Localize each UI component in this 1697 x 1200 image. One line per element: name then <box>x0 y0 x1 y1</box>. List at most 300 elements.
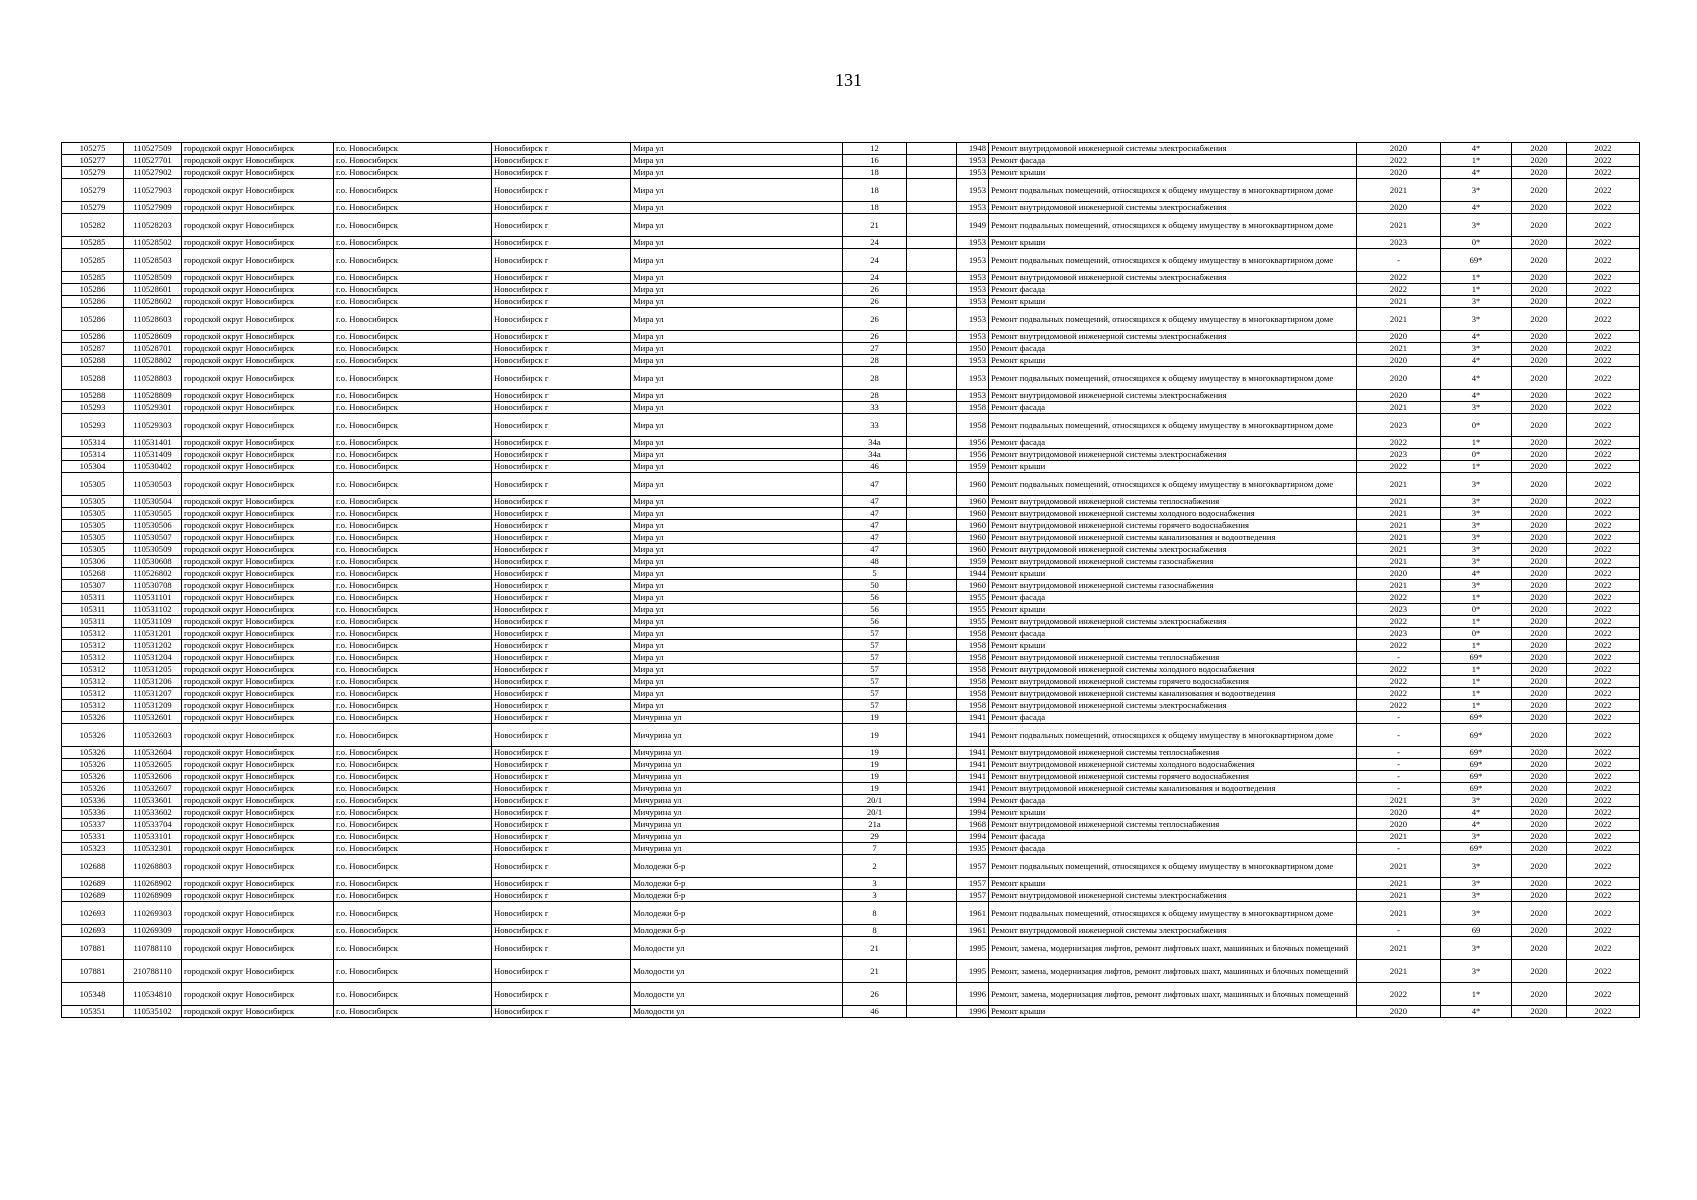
cell-building <box>907 1006 957 1018</box>
cell-house-id: 105293 <box>62 402 124 414</box>
cell-work-type: Ремонт подвальных помещений, относящихся к общему имуществу в многоквартирном доме <box>989 179 1357 202</box>
cell-district: г.о. Новосибирск <box>334 496 492 508</box>
cell-start-year: 2020 <box>1512 331 1567 343</box>
cell-end-year: 2022 <box>1567 878 1640 890</box>
table-row <box>62 640 1640 652</box>
cell-house-id: 105326 <box>62 771 124 783</box>
cell-settlement: Новосибирск г <box>492 688 631 700</box>
cell-settlement: Новосибирск г <box>492 202 631 214</box>
cell-building <box>907 461 957 473</box>
cell-year-built: 1994 <box>957 807 989 819</box>
cell-end-year: 2022 <box>1567 143 1640 155</box>
cell-district: г.о. Новосибирск <box>334 556 492 568</box>
cell-plan-year: 2020 <box>1357 355 1441 367</box>
cell-district: г.о. Новосибирск <box>334 878 492 890</box>
cell-end-year: 2022 <box>1567 214 1640 237</box>
cell-district: г.о. Новосибирск <box>334 214 492 237</box>
cell-settlement: Новосибирск г <box>492 783 631 795</box>
table-row <box>62 284 1640 296</box>
cell-house-number: 26 <box>843 308 907 331</box>
cell-work-id: 110535102 <box>124 1006 182 1018</box>
cell-deviation: 3* <box>1441 855 1512 878</box>
cell-street: Мира ул <box>631 402 843 414</box>
cell-municipality: городской округ Новосибирск <box>182 556 334 568</box>
cell-deviation: 3* <box>1441 473 1512 496</box>
cell-house-id: 105293 <box>62 414 124 437</box>
cell-deviation: 4* <box>1441 1006 1512 1018</box>
cell-building <box>907 592 957 604</box>
cell-building <box>907 296 957 308</box>
cell-year-built: 1955 <box>957 604 989 616</box>
cell-house-number: 19 <box>843 724 907 747</box>
cell-house-id: 105351 <box>62 1006 124 1018</box>
cell-house-id: 107881 <box>62 960 124 983</box>
cell-district: г.о. Новосибирск <box>334 532 492 544</box>
table-row <box>62 449 1640 461</box>
cell-plan-year: 2021 <box>1357 508 1441 520</box>
cell-district: г.о. Новосибирск <box>334 604 492 616</box>
cell-municipality: городской округ Новосибирск <box>182 771 334 783</box>
cell-settlement: Новосибирск г <box>492 449 631 461</box>
cell-work-type: Ремонт внутридомовой инженерной системы горячего водоснабжения <box>989 676 1357 688</box>
cell-work-id: 110528601 <box>124 284 182 296</box>
cell-year-built: 1994 <box>957 795 989 807</box>
cell-street: Мира ул <box>631 532 843 544</box>
cell-settlement: Новосибирск г <box>492 843 631 855</box>
cell-building <box>907 202 957 214</box>
cell-deviation: 1* <box>1441 688 1512 700</box>
cell-start-year: 2020 <box>1512 616 1567 628</box>
cell-plan-year: 2020 <box>1357 167 1441 179</box>
cell-start-year: 2020 <box>1512 700 1567 712</box>
cell-deviation: 69* <box>1441 249 1512 272</box>
cell-house-number: 19 <box>843 771 907 783</box>
table-row <box>62 414 1640 437</box>
cell-house-number: 12 <box>843 143 907 155</box>
cell-house-number: 33 <box>843 414 907 437</box>
cell-street: Мира ул <box>631 249 843 272</box>
cell-house-number: 2 <box>843 855 907 878</box>
cell-municipality: городской округ Новосибирск <box>182 1006 334 1018</box>
cell-district: г.о. Новосибирск <box>334 902 492 925</box>
cell-municipality: городской округ Новосибирск <box>182 616 334 628</box>
cell-district: г.о. Новосибирск <box>334 843 492 855</box>
cell-deviation: 3* <box>1441 520 1512 532</box>
cell-year-built: 1956 <box>957 449 989 461</box>
table-row <box>62 819 1640 831</box>
cell-plan-year: 2021 <box>1357 296 1441 308</box>
cell-settlement: Новосибирск г <box>492 983 631 1006</box>
cell-start-year: 2020 <box>1512 296 1567 308</box>
cell-work-id: 110530506 <box>124 520 182 532</box>
cell-end-year: 2022 <box>1567 902 1640 925</box>
cell-plan-year: 2021 <box>1357 520 1441 532</box>
cell-year-built: 1950 <box>957 343 989 355</box>
cell-start-year: 2020 <box>1512 1006 1567 1018</box>
cell-year-built: 1953 <box>957 167 989 179</box>
cell-end-year: 2022 <box>1567 960 1640 983</box>
cell-street: Мира ул <box>631 473 843 496</box>
cell-street: Мира ул <box>631 437 843 449</box>
cell-house-id: 105305 <box>62 496 124 508</box>
cell-house-number: 24 <box>843 237 907 249</box>
table-row <box>62 402 1640 414</box>
cell-settlement: Новосибирск г <box>492 556 631 568</box>
cell-house-number: 47 <box>843 508 907 520</box>
cell-street: Мичурина ул <box>631 807 843 819</box>
cell-work-id: 110530503 <box>124 473 182 496</box>
cell-year-built: 1935 <box>957 843 989 855</box>
cell-work-id: 110533601 <box>124 795 182 807</box>
cell-start-year: 2020 <box>1512 783 1567 795</box>
cell-municipality: городской округ Новосибирск <box>182 508 334 520</box>
cell-plan-year: - <box>1357 652 1441 664</box>
cell-street: Мира ул <box>631 652 843 664</box>
cell-deviation: 3* <box>1441 556 1512 568</box>
cell-district: г.о. Новосибирск <box>334 473 492 496</box>
cell-start-year: 2020 <box>1512 831 1567 843</box>
cell-plan-year: 2020 <box>1357 568 1441 580</box>
cell-year-built: 1953 <box>957 308 989 331</box>
cell-start-year: 2020 <box>1512 724 1567 747</box>
cell-work-type: Ремонт подвальных помещений, относящихся к общему имуществу в многоквартирном доме <box>989 724 1357 747</box>
cell-plan-year: 2021 <box>1357 544 1441 556</box>
cell-district: г.о. Новосибирск <box>334 592 492 604</box>
cell-end-year: 2022 <box>1567 367 1640 390</box>
cell-work-id: 110533704 <box>124 819 182 831</box>
cell-plan-year: - <box>1357 771 1441 783</box>
cell-plan-year: 2022 <box>1357 983 1441 1006</box>
cell-work-id: 110532607 <box>124 783 182 795</box>
cell-plan-year: - <box>1357 783 1441 795</box>
cell-district: г.о. Новосибирск <box>334 652 492 664</box>
cell-deviation: 4* <box>1441 819 1512 831</box>
cell-house-id: 105268 <box>62 568 124 580</box>
cell-year-built: 1957 <box>957 890 989 902</box>
table-row <box>62 296 1640 308</box>
cell-work-type: Ремонт внутридомовой инженерной системы электроснабжения <box>989 331 1357 343</box>
cell-end-year: 2022 <box>1567 771 1640 783</box>
cell-year-built: 1953 <box>957 355 989 367</box>
cell-district: г.о. Новосибирск <box>334 855 492 878</box>
cell-year-built: 1961 <box>957 902 989 925</box>
cell-plan-year: 2021 <box>1357 308 1441 331</box>
cell-settlement: Новосибирск г <box>492 568 631 580</box>
cell-district: г.о. Новосибирск <box>334 759 492 771</box>
cell-municipality: городской округ Новосибирск <box>182 664 334 676</box>
cell-house-number: 8 <box>843 925 907 937</box>
cell-end-year: 2022 <box>1567 831 1640 843</box>
cell-deviation: 0* <box>1441 237 1512 249</box>
cell-year-built: 1955 <box>957 616 989 628</box>
cell-year-built: 1958 <box>957 628 989 640</box>
table-row <box>62 580 1640 592</box>
cell-district: г.о. Новосибирск <box>334 367 492 390</box>
cell-settlement: Новосибирск г <box>492 496 631 508</box>
cell-municipality: городской округ Новосибирск <box>182 308 334 331</box>
cell-street: Мира ул <box>631 568 843 580</box>
cell-deviation: 3* <box>1441 508 1512 520</box>
cell-work-type: Ремонт, замена, модернизация лифтов, ремонт лифтовых шахт, машинных и блочных помещений <box>989 937 1357 960</box>
cell-building <box>907 155 957 167</box>
table-row <box>62 783 1640 795</box>
cell-street: Мира ул <box>631 237 843 249</box>
cell-deviation: 3* <box>1441 214 1512 237</box>
cell-municipality: городской округ Новосибирск <box>182 878 334 890</box>
cell-district: г.о. Новосибирск <box>334 331 492 343</box>
cell-year-built: 1960 <box>957 544 989 556</box>
cell-year-built: 1958 <box>957 688 989 700</box>
cell-settlement: Новосибирск г <box>492 214 631 237</box>
cell-house-id: 105287 <box>62 343 124 355</box>
cell-start-year: 2020 <box>1512 437 1567 449</box>
cell-street: Мира ул <box>631 272 843 284</box>
cell-building <box>907 890 957 902</box>
cell-house-id: 105305 <box>62 473 124 496</box>
cell-deviation: 3* <box>1441 308 1512 331</box>
cell-building <box>907 544 957 556</box>
cell-building <box>907 343 957 355</box>
cell-house-number: 57 <box>843 640 907 652</box>
cell-year-built: 1953 <box>957 202 989 214</box>
cell-work-id: 110532301 <box>124 843 182 855</box>
cell-house-id: 105279 <box>62 167 124 179</box>
cell-end-year: 2022 <box>1567 568 1640 580</box>
cell-year-built: 1953 <box>957 367 989 390</box>
cell-district: г.о. Новосибирск <box>334 628 492 640</box>
cell-end-year: 2022 <box>1567 390 1640 402</box>
cell-house-id: 105336 <box>62 807 124 819</box>
cell-building <box>907 712 957 724</box>
cell-house-id: 105288 <box>62 355 124 367</box>
cell-end-year: 2022 <box>1567 249 1640 272</box>
cell-work-type: Ремонт крыши <box>989 1006 1357 1018</box>
cell-deviation: 0* <box>1441 628 1512 640</box>
cell-building <box>907 449 957 461</box>
cell-house-number: 57 <box>843 688 907 700</box>
cell-deviation: 3* <box>1441 544 1512 556</box>
cell-work-type: Ремонт внутридомовой инженерной системы газоснабжения <box>989 580 1357 592</box>
cell-street: Мира ул <box>631 355 843 367</box>
cell-street: Мичурина ул <box>631 759 843 771</box>
cell-end-year: 2022 <box>1567 155 1640 167</box>
cell-house-number: 26 <box>843 983 907 1006</box>
cell-start-year: 2020 <box>1512 284 1567 296</box>
cell-municipality: городской округ Новосибирск <box>182 402 334 414</box>
table-row <box>62 795 1640 807</box>
cell-work-type: Ремонт внутридомовой инженерной системы холодного водоснабжения <box>989 508 1357 520</box>
cell-start-year: 2020 <box>1512 272 1567 284</box>
cell-year-built: 1958 <box>957 676 989 688</box>
cell-work-id: 110268909 <box>124 890 182 902</box>
cell-municipality: городской округ Новосибирск <box>182 179 334 202</box>
cell-settlement: Новосибирск г <box>492 759 631 771</box>
cell-start-year: 2020 <box>1512 214 1567 237</box>
cell-plan-year: 2023 <box>1357 628 1441 640</box>
cell-work-type: Ремонт подвальных помещений, относящихся к общему имуществу в многоквартирном доме <box>989 855 1357 878</box>
cell-plan-year: 2020 <box>1357 819 1441 831</box>
cell-street: Мичурина ул <box>631 795 843 807</box>
cell-district: г.о. Новосибирск <box>334 179 492 202</box>
table-row <box>62 831 1640 843</box>
table-row <box>62 652 1640 664</box>
cell-work-id: 110532605 <box>124 759 182 771</box>
cell-settlement: Новосибирск г <box>492 390 631 402</box>
table-row <box>62 759 1640 771</box>
table-row <box>62 925 1640 937</box>
cell-end-year: 2022 <box>1567 355 1640 367</box>
cell-municipality: городской округ Новосибирск <box>182 437 334 449</box>
cell-year-built: 1953 <box>957 331 989 343</box>
cell-work-type: Ремонт фасада <box>989 343 1357 355</box>
cell-start-year: 2020 <box>1512 807 1567 819</box>
cell-work-id: 110531207 <box>124 688 182 700</box>
cell-district: г.о. Новосибирск <box>334 580 492 592</box>
cell-work-type: Ремонт внутридомовой инженерной системы электроснабжения <box>989 544 1357 556</box>
cell-house-id: 105279 <box>62 179 124 202</box>
table-row <box>62 937 1640 960</box>
cell-plan-year: 2021 <box>1357 473 1441 496</box>
cell-house-id: 105336 <box>62 795 124 807</box>
cell-municipality: городской округ Новосибирск <box>182 759 334 771</box>
cell-settlement: Новосибирск г <box>492 652 631 664</box>
table-row <box>62 155 1640 167</box>
table-row <box>62 890 1640 902</box>
cell-house-number: 20/1 <box>843 807 907 819</box>
cell-building <box>907 237 957 249</box>
cell-building <box>907 437 957 449</box>
cell-building <box>907 390 957 402</box>
cell-deviation: 4* <box>1441 367 1512 390</box>
cell-house-number: 56 <box>843 592 907 604</box>
cell-house-number: 47 <box>843 473 907 496</box>
cell-deviation: 1* <box>1441 592 1512 604</box>
cell-house-number: 47 <box>843 544 907 556</box>
cell-municipality: городской округ Новосибирск <box>182 747 334 759</box>
cell-plan-year: 2021 <box>1357 402 1441 414</box>
cell-house-id: 105314 <box>62 449 124 461</box>
table-row <box>62 143 1640 155</box>
cell-building <box>907 604 957 616</box>
cell-work-type: Ремонт крыши <box>989 167 1357 179</box>
cell-deviation: 4* <box>1441 390 1512 402</box>
cell-end-year: 2022 <box>1567 688 1640 700</box>
cell-house-number: 47 <box>843 520 907 532</box>
cell-street: Мичурина ул <box>631 843 843 855</box>
cell-municipality: городской округ Новосибирск <box>182 214 334 237</box>
cell-building <box>907 664 957 676</box>
cell-end-year: 2022 <box>1567 759 1640 771</box>
cell-start-year: 2020 <box>1512 843 1567 855</box>
cell-work-type: Ремонт внутридомовой инженерной системы электроснабжения <box>989 272 1357 284</box>
cell-start-year: 2020 <box>1512 759 1567 771</box>
cell-plan-year: 2021 <box>1357 831 1441 843</box>
cell-start-year: 2020 <box>1512 604 1567 616</box>
cell-end-year: 2022 <box>1567 343 1640 355</box>
cell-house-number: 3 <box>843 890 907 902</box>
cell-start-year: 2020 <box>1512 747 1567 759</box>
cell-deviation: 1* <box>1441 676 1512 688</box>
cell-municipality: городской округ Новосибирск <box>182 367 334 390</box>
cell-work-id: 110528803 <box>124 367 182 390</box>
cell-street: Молодежи б-р <box>631 878 843 890</box>
table-row <box>62 202 1640 214</box>
cell-building <box>907 331 957 343</box>
cell-end-year: 2022 <box>1567 724 1640 747</box>
cell-house-id: 105314 <box>62 437 124 449</box>
cell-street: Мира ул <box>631 520 843 532</box>
cell-district: г.о. Новосибирск <box>334 724 492 747</box>
table-row <box>62 272 1640 284</box>
table-row <box>62 214 1640 237</box>
cell-deviation: 3* <box>1441 960 1512 983</box>
table-row <box>62 544 1640 556</box>
cell-municipality: городской округ Новосибирск <box>182 167 334 179</box>
cell-district: г.о. Новосибирск <box>334 664 492 676</box>
cell-deviation: 69* <box>1441 771 1512 783</box>
cell-work-type: Ремонт крыши <box>989 604 1357 616</box>
cell-district: г.о. Новосибирск <box>334 343 492 355</box>
cell-end-year: 2022 <box>1567 308 1640 331</box>
cell-house-id: 105312 <box>62 628 124 640</box>
cell-plan-year: 2022 <box>1357 437 1441 449</box>
cell-work-type: Ремонт подвальных помещений, относящихся к общему имуществу в многоквартирном доме <box>989 249 1357 272</box>
cell-work-id: 110528602 <box>124 296 182 308</box>
cell-deviation: 69* <box>1441 652 1512 664</box>
cell-start-year: 2020 <box>1512 983 1567 1006</box>
cell-year-built: 1941 <box>957 783 989 795</box>
page-number: 131 <box>835 70 862 90</box>
cell-work-type: Ремонт крыши <box>989 568 1357 580</box>
cell-settlement: Новосибирск г <box>492 532 631 544</box>
cell-building <box>907 676 957 688</box>
cell-house-number: 48 <box>843 556 907 568</box>
cell-building <box>907 628 957 640</box>
cell-work-id: 110528809 <box>124 390 182 402</box>
cell-house-number: 18 <box>843 179 907 202</box>
cell-municipality: городской округ Новосибирск <box>182 284 334 296</box>
cell-year-built: 1958 <box>957 652 989 664</box>
cell-start-year: 2020 <box>1512 367 1567 390</box>
cell-start-year: 2020 <box>1512 771 1567 783</box>
cell-deviation: 0* <box>1441 414 1512 437</box>
table-row <box>62 604 1640 616</box>
cell-street: Мира ул <box>631 640 843 652</box>
table-row <box>62 724 1640 747</box>
cell-house-id: 105288 <box>62 367 124 390</box>
cell-plan-year: 2021 <box>1357 795 1441 807</box>
cell-start-year: 2020 <box>1512 449 1567 461</box>
cell-street: Молодости ул <box>631 937 843 960</box>
cell-work-type: Ремонт внутридомовой инженерной системы горячего водоснабжения <box>989 520 1357 532</box>
cell-work-id: 110530509 <box>124 544 182 556</box>
cell-work-type: Ремонт подвальных помещений, относящихся к общему имуществу в многоквартирном доме <box>989 414 1357 437</box>
cell-work-id: 110531204 <box>124 652 182 664</box>
cell-end-year: 2022 <box>1567 855 1640 878</box>
cell-building <box>907 532 957 544</box>
cell-municipality: городской округ Новосибирск <box>182 355 334 367</box>
cell-year-built: 1953 <box>957 237 989 249</box>
cell-street: Мира ул <box>631 676 843 688</box>
cell-work-type: Ремонт внутридомовой инженерной системы электроснабжения <box>989 143 1357 155</box>
cell-work-type: Ремонт фасада <box>989 402 1357 414</box>
cell-house-id: 105312 <box>62 688 124 700</box>
cell-plan-year: 2022 <box>1357 640 1441 652</box>
cell-district: г.о. Новосибирск <box>334 819 492 831</box>
cell-municipality: городской округ Новосибирск <box>182 700 334 712</box>
cell-work-type: Ремонт внутридомовой инженерной системы теплоснабжения <box>989 747 1357 759</box>
cell-building <box>907 795 957 807</box>
